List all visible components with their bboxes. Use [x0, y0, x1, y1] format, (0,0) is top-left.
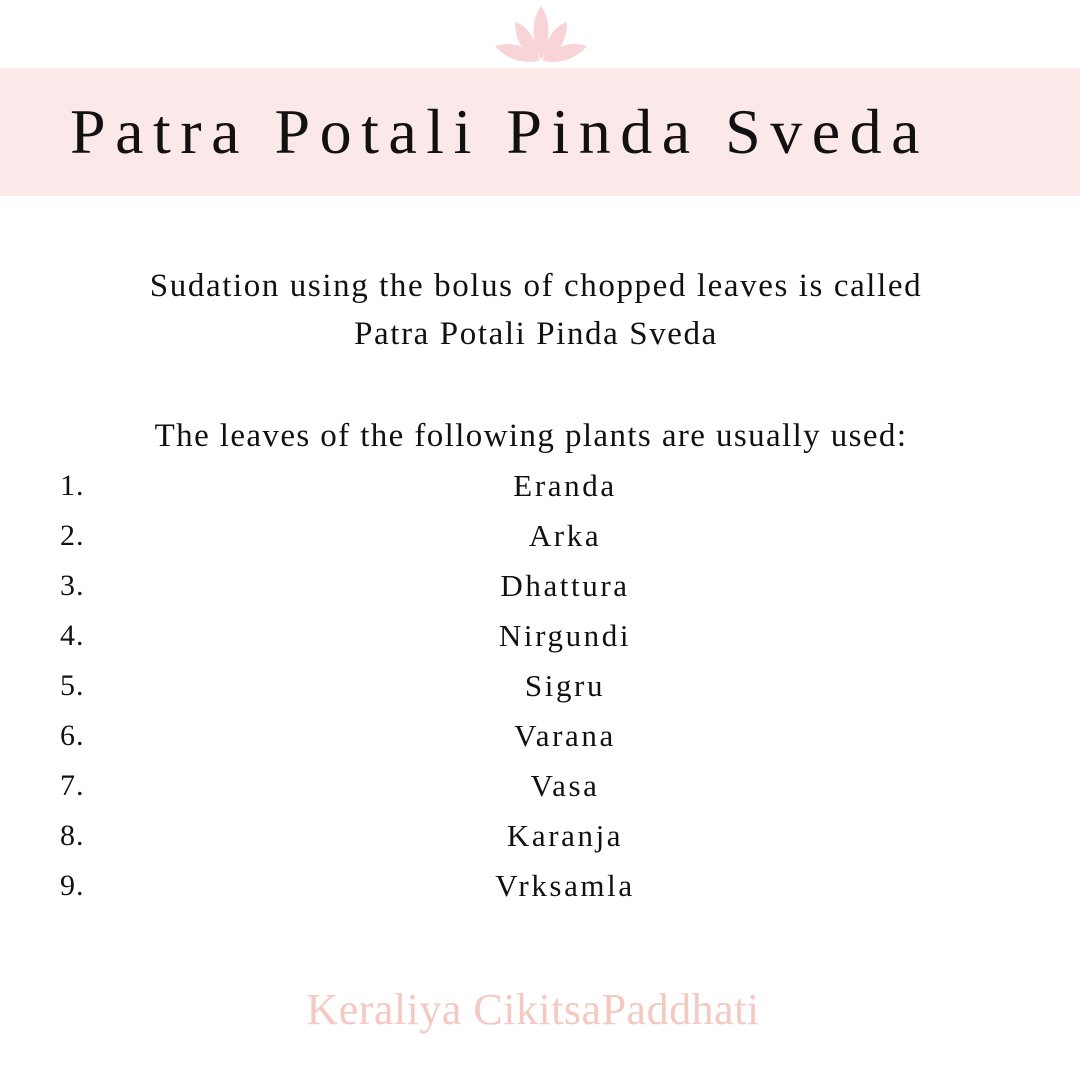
- list-item: [0, 662, 1080, 712]
- plant-name: Vasa: [530, 768, 600, 803]
- list-number: 1.: [60, 469, 85, 502]
- lotus-icon: [493, 4, 589, 64]
- list-item: [0, 712, 1080, 762]
- footer-brand: Keraliya CikitsaPaddhati: [306, 985, 760, 1034]
- list-item: [0, 762, 1080, 812]
- list-number: 6.: [60, 719, 85, 752]
- plant-name: Karanja: [506, 818, 624, 853]
- list-number: 8.: [60, 819, 85, 852]
- list-item: [0, 812, 1080, 862]
- plant-name: Sigru: [524, 668, 606, 703]
- list-number: 4.: [60, 619, 85, 652]
- list-number: 2.: [60, 519, 85, 552]
- list-item: [0, 862, 1080, 912]
- intro-line-2: Patra Potali Pinda Sveda: [354, 316, 718, 352]
- plant-name: Dhattura: [500, 568, 630, 603]
- intro-line-1: Sudation using the bolus of chopped leaves is called: [149, 268, 923, 304]
- plant-name: Nirgundi: [498, 618, 632, 653]
- plant-name: Eranda: [513, 468, 617, 503]
- plant-name: Vrksamla: [495, 868, 635, 903]
- intro-text: [0, 262, 1072, 358]
- page-title: Patra Potali Pinda Sveda: [70, 96, 930, 167]
- list-item: [0, 612, 1080, 662]
- list-number: 5.: [60, 669, 85, 702]
- plant-name: Arka: [528, 518, 602, 553]
- list-number: 7.: [60, 769, 85, 802]
- list-item: [0, 562, 1080, 612]
- list-number: 9.: [60, 869, 85, 902]
- plant-list: [0, 462, 1080, 912]
- list-item: [0, 462, 1080, 512]
- plant-name: Varana: [514, 718, 616, 753]
- list-item: [0, 512, 1080, 562]
- list-lead: The leaves of the following plants are usually used:: [154, 418, 908, 454]
- list-number: 3.: [60, 569, 85, 602]
